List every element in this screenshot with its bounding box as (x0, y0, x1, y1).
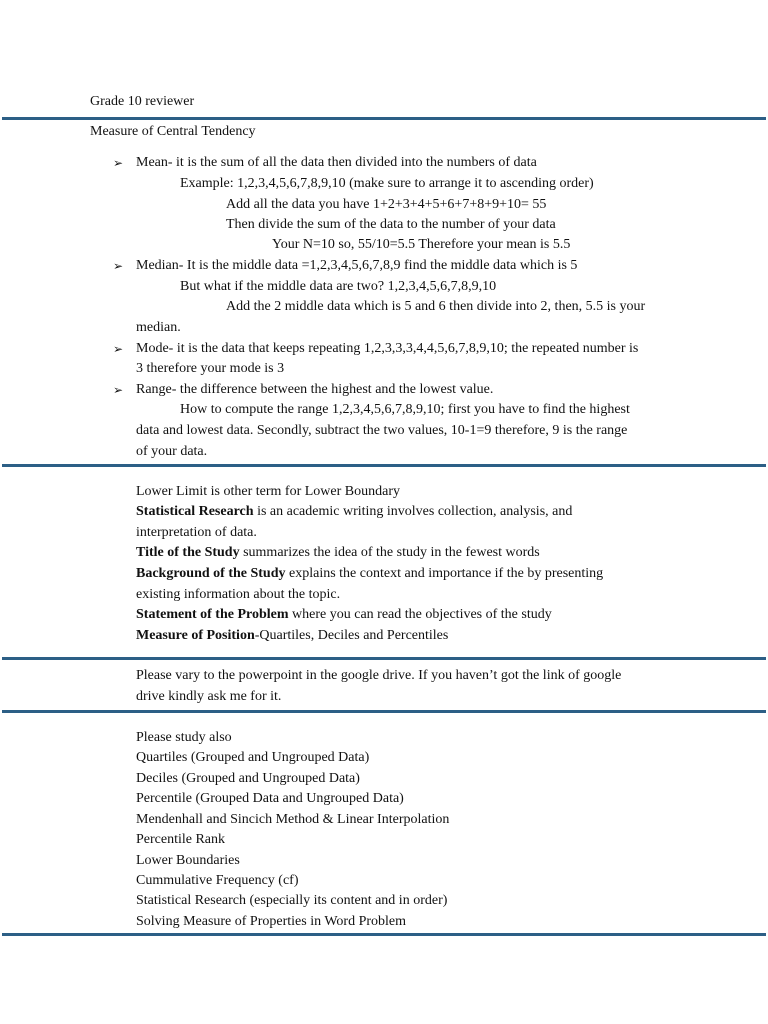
divider (2, 117, 766, 120)
median-step: Add the 2 middle data which is 5 and 6 then divide into 2, then, 5.5 is your (226, 299, 646, 314)
mean-step-sum: Add all the data you have 1+2+3+4+5+6+7+8+9+10= 55 (226, 197, 547, 212)
study-list-item: Percentile Rank (136, 832, 226, 847)
bullet-arrow-icon: ➢ (113, 156, 124, 170)
powerpoint-note-cont: drive kindly ask me for it. (136, 689, 282, 704)
study-list-item: Cummulative Frequency (cf) (136, 873, 299, 888)
section-heading: Measure of Central Tendency (90, 124, 256, 139)
divider (2, 657, 766, 660)
study-list-item: Statistical Research (especially its content and in order) (136, 893, 448, 908)
range-how-end: of your data. (136, 444, 208, 459)
study-list-item: Deciles (Grouped and Ungrouped Data) (136, 771, 360, 786)
bullet-arrow-icon: ➢ (113, 342, 124, 356)
study-list-intro: Please study also (136, 730, 232, 745)
study-list-item: Lower Boundaries (136, 853, 240, 868)
bullet-arrow-icon: ➢ (113, 383, 124, 397)
median-definition: Median- It is the middle data =1,2,3,4,5,6,7,8,9 find the middle data which is 5 (136, 258, 578, 273)
range-definition: Range- the difference between the highest and the lowest value. (136, 382, 494, 397)
statement-of-problem-definition: Statement of the Problem where you can read the objectives of the study (136, 607, 552, 622)
divider (2, 464, 766, 467)
background-of-study-definition-cont: existing information about the topic. (136, 587, 341, 602)
median-question: But what if the middle data are two? 1,2,3,4,5,6,7,8,9,10 (180, 279, 497, 294)
lower-limit-note: Lower Limit is other term for Lower Boundary (136, 484, 400, 499)
range-how-cont: data and lowest data. Secondly, subtract the two values, 10-1=9 therefore, 9 is the range (136, 423, 628, 438)
divider (2, 710, 766, 713)
mean-step-divide: Then divide the sum of the data to the number of your data (226, 217, 556, 232)
statistical-research-definition-cont: interpretation of data. (136, 525, 257, 540)
document-title: Grade 10 reviewer (90, 94, 195, 109)
measure-of-position-definition: Measure of Position-Quartiles, Deciles and Percentiles (136, 628, 449, 643)
study-list-item: Quartiles (Grouped and Ungrouped Data) (136, 750, 370, 765)
range-how: How to compute the range 1,2,3,4,5,6,7,8,9,10; first you have to find the highest (180, 402, 630, 417)
mean-result: Your N=10 so, 55/10=5.5 Therefore your mean is 5.5 (272, 237, 571, 252)
study-list-item: Percentile (Grouped Data and Ungrouped Data) (136, 791, 404, 806)
mode-definition: Mode- it is the data that keeps repeating 1,2,3,3,3,4,4,5,6,7,8,9,10; the repeated number is (136, 341, 639, 356)
mode-result: 3 therefore your mode is 3 (136, 361, 285, 376)
bullet-arrow-icon: ➢ (113, 259, 124, 273)
statistical-research-definition: Statistical Research is an academic writing involves collection, analysis, and (136, 504, 573, 519)
mean-definition: Mean- it is the sum of all the data then divided into the numbers of data (136, 155, 537, 170)
powerpoint-note: Please vary to the powerpoint in the google drive. If you haven’t got the link of google (136, 668, 622, 683)
study-list-item: Solving Measure of Properties in Word Problem (136, 914, 407, 929)
mean-example: Example: 1,2,3,4,5,6,7,8,9,10 (make sure to arrange it to ascending order) (180, 176, 594, 191)
median-step-cont: median. (136, 320, 181, 335)
study-list-item: Mendenhall and Sincich Method & Linear Interpolation (136, 812, 450, 827)
title-of-study-definition: Title of the Study summarizes the idea of the study in the fewest words (136, 545, 540, 560)
background-of-study-definition: Background of the Study explains the context and importance if the by presenting (136, 566, 604, 581)
divider (2, 933, 766, 936)
